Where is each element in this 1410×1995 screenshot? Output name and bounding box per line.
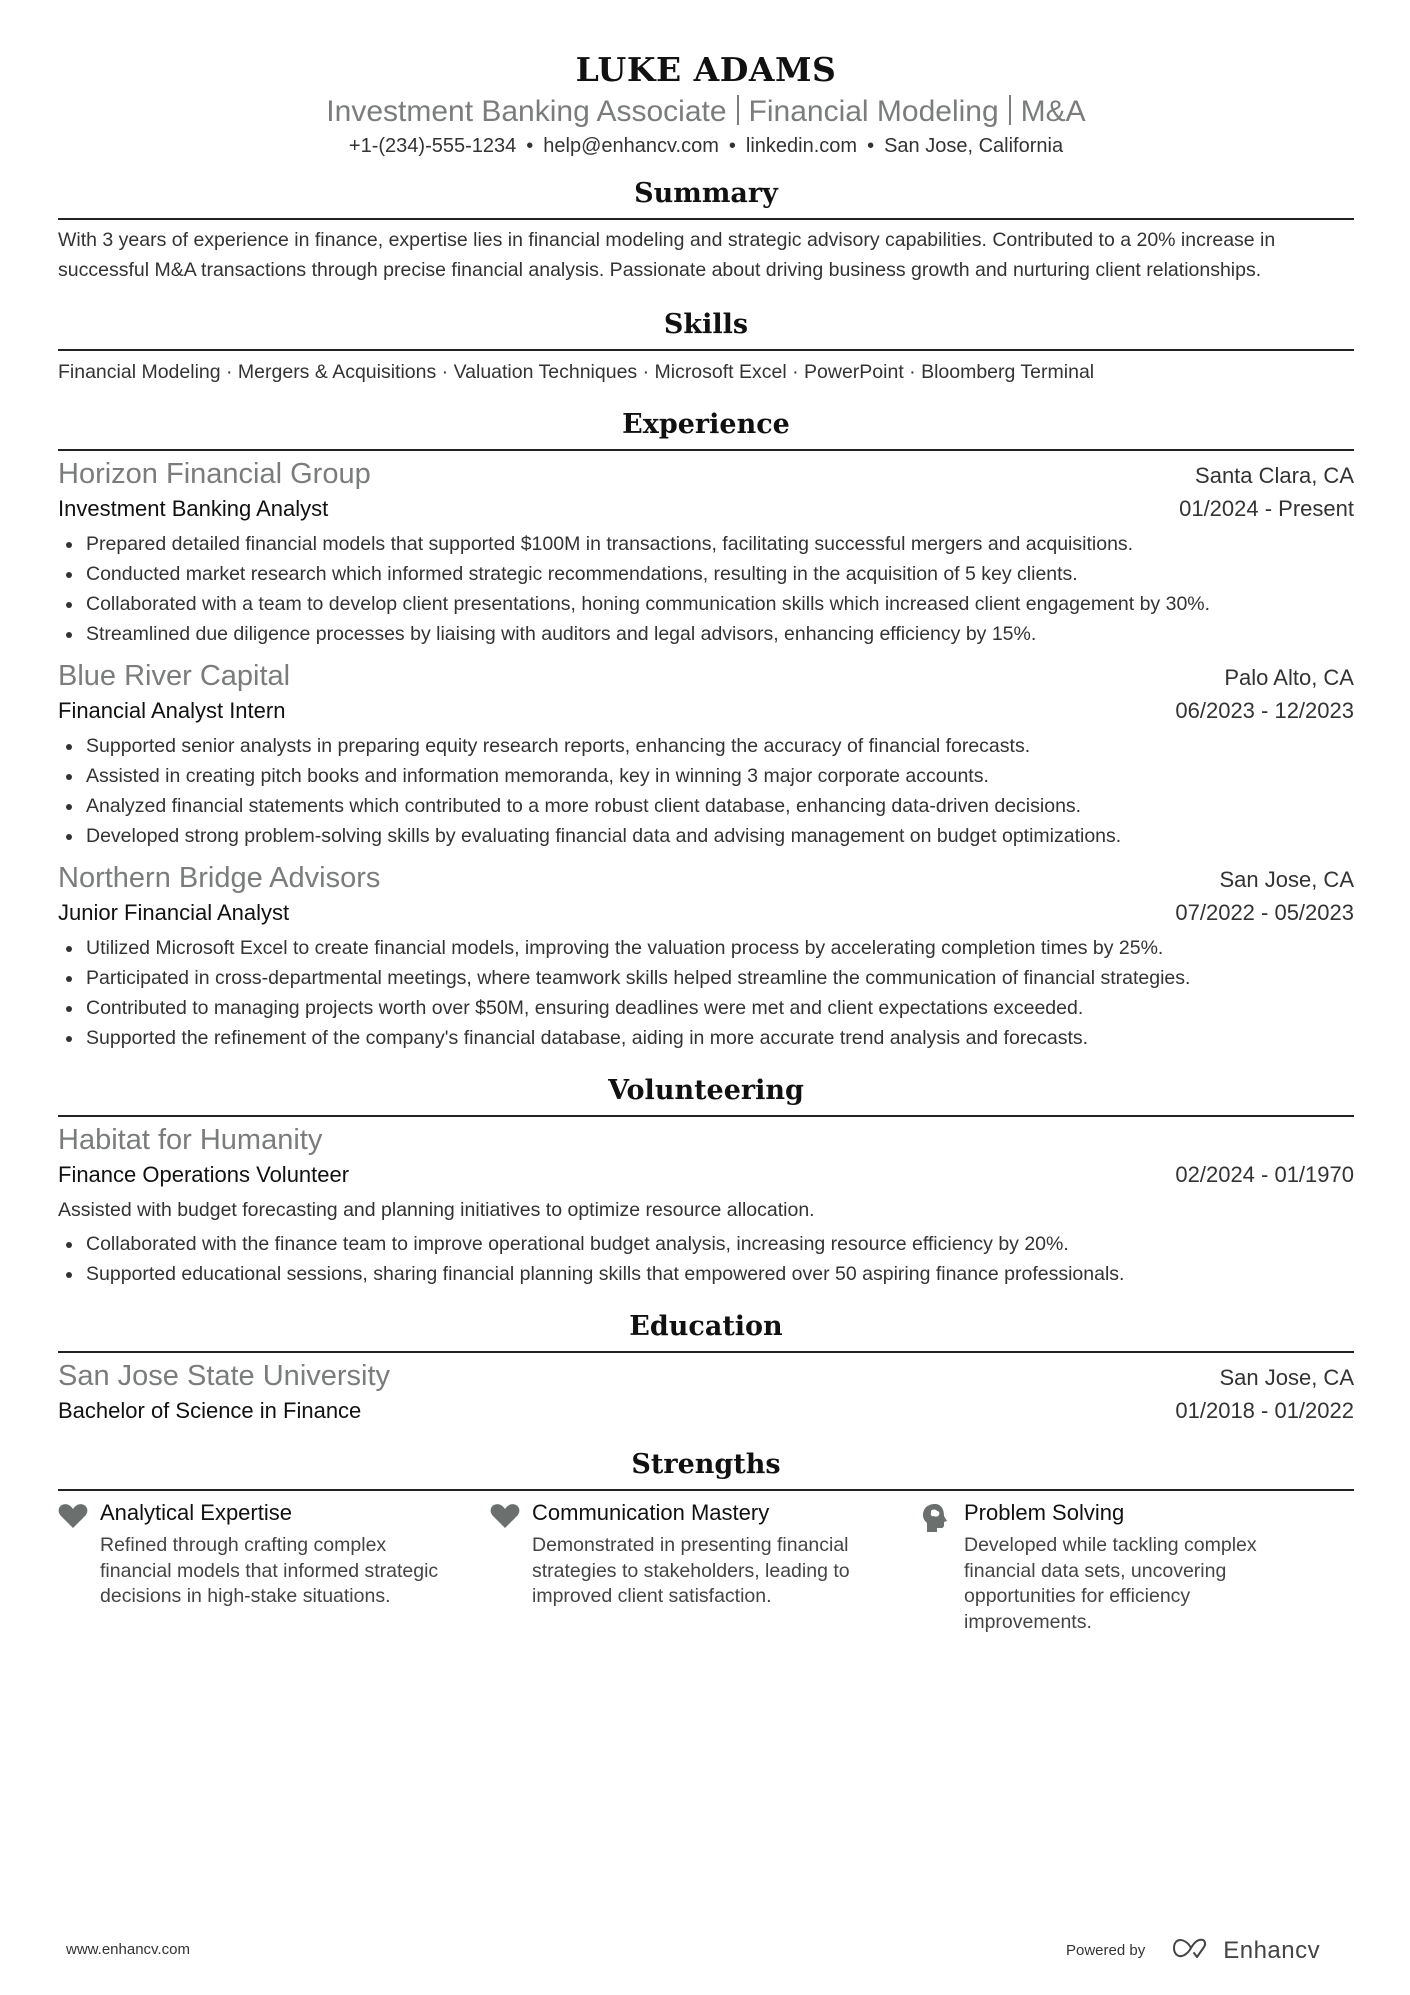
achievement-item: Participated in cross-departmental meetings, where teamwork skills helped streamline the communication of financial strategies. <box>58 963 1354 993</box>
section-divider <box>58 1489 1354 1491</box>
page-footer <box>0 1936 1410 1966</box>
strength-item <box>58 1499 490 1635</box>
achievement-item: Conducted market research which informed strategic recommendations, resulting in the acquisition of 5 key clients. <box>58 559 1354 589</box>
achievement-item: Analyzed financial statements which contributed to a more robust client database, enhancing data-driven decisions. <box>58 791 1354 821</box>
job-location: Palo Alto, CA <box>1224 665 1354 690</box>
degree: Bachelor of Science in Finance <box>58 1398 362 1423</box>
experience-section <box>58 407 1354 1053</box>
job-dates: 01/2024 - Present <box>1179 496 1354 521</box>
volunteer-role: Finance Operations Volunteer <box>58 1162 350 1187</box>
achievement-item: Developed strong problem-solving skills by evaluating financial data and advising management on budget optimizations. <box>58 821 1354 851</box>
strength-item <box>490 1499 922 1635</box>
education-dates: 01/2018 - 01/2022 <box>1175 1398 1354 1423</box>
powered-by-label: Powered by <box>1066 1942 1146 1959</box>
section-title: Education <box>629 1311 783 1342</box>
resume-page <box>58 0 1354 1635</box>
section-title: Volunteering <box>608 1075 804 1106</box>
achievement-item: Assisted in creating pitch books and information memoranda, key in winning 3 major corporate accounts. <box>58 761 1354 791</box>
section-divider <box>58 1351 1354 1353</box>
achievement-item: Collaborated with a team to develop client presentations, honing communication skills which increased client engagement by 30%. <box>58 589 1354 619</box>
section-divider <box>58 218 1354 220</box>
volunteer-description: Assisted with budget forecasting and planning initiatives to optimize resource allocation. <box>58 1199 815 1221</box>
contact-separator: • <box>526 135 534 157</box>
enhancv-brand-name: Enhancv <box>1223 1936 1321 1964</box>
achievement-item: Utilized Microsoft Excel to create financial models, improving the valuation process by accelerating completion times by 25%. <box>58 933 1354 963</box>
achievement-list <box>58 1229 1354 1289</box>
school-location: San Jose, CA <box>1219 1365 1354 1390</box>
head-brain-icon <box>922 1499 964 1635</box>
volunteering-section <box>58 1073 1354 1289</box>
headline-part: Financial Modeling <box>748 95 999 128</box>
achievement-item: Prepared detailed financial models that supported $100M in transactions, facilitating successful mergers and acquisitions. <box>58 529 1354 559</box>
headline-separator <box>737 95 739 125</box>
section-title: Experience <box>622 409 790 440</box>
strengths-list <box>58 1499 1354 1635</box>
education-section <box>58 1309 1354 1427</box>
heart-icon <box>490 1499 532 1635</box>
contact-separator: • <box>867 135 875 157</box>
experience-entry <box>58 859 1354 1053</box>
achievement-item: Streamlined due diligence processes by liaising with auditors and legal advisors, enhancing efficiency by 15%. <box>58 619 1354 649</box>
headline <box>58 92 1354 132</box>
job-dates: 07/2022 - 05/2023 <box>1175 900 1354 925</box>
achievement-item: Supported the refinement of the company's financial database, aiding in more accurate trend analysis and forecasts. <box>58 1023 1354 1053</box>
volunteer-dates: 02/2024 - 01/1970 <box>1175 1162 1354 1187</box>
section-divider <box>58 349 1354 351</box>
enhancv-logo-icon <box>1171 1936 1215 1965</box>
skills-list: Financial Modeling · Mergers & Acquisitions · Valuation Techniques · Microsoft Excel · PowerPoint · Bloomberg Terminal <box>58 361 1095 383</box>
job-dates: 06/2023 - 12/2023 <box>1175 698 1354 723</box>
summary-text: With 3 years of experience in finance, expertise lies in financial modeling and strategic advisory capabilities. Contributed to a 20% increase in successful M&A transactions through precise financial analysis. Passionate about driving business growth and nurturing client relationships. <box>58 229 1276 281</box>
location: San Jose, California <box>884 135 1064 157</box>
job-location: Santa Clara, CA <box>1195 463 1354 488</box>
job-title: Financial Analyst Intern <box>58 698 286 723</box>
achievement-item: Collaborated with the finance team to improve operational budget analysis, increasing resource efficiency by 20%. <box>58 1229 1354 1259</box>
achievement-list <box>58 731 1354 851</box>
education-entry <box>58 1357 1354 1427</box>
email-link[interactable]: help@enhancv.com <box>543 135 719 157</box>
headline-separator <box>1009 95 1011 125</box>
job-title: Investment Banking Analyst <box>58 496 329 521</box>
section-divider <box>58 449 1354 451</box>
strength-title: Analytical Expertise <box>100 1500 292 1525</box>
experience-entry <box>58 455 1354 649</box>
linkedin-link[interactable]: linkedin.com <box>745 135 858 157</box>
achievement-list <box>58 529 1354 649</box>
achievement-item: Supported senior analysts in preparing equity research reports, enhancing the accuracy of financial forecasts. <box>58 731 1354 761</box>
contact-line <box>58 132 1354 160</box>
job-location: San Jose, CA <box>1219 867 1354 892</box>
section-divider <box>58 1115 1354 1117</box>
section-title: Strengths <box>631 1449 781 1480</box>
strength-description: Developed while tackling complex financial data sets, uncovering opportunities for efficiency improvements. <box>964 1534 1257 1633</box>
headline-part: M&A <box>1020 95 1086 128</box>
strength-title: Problem Solving <box>964 1500 1125 1525</box>
section-title: Summary <box>634 178 778 209</box>
powered-by[interactable] <box>1066 1936 1320 1965</box>
heart-icon <box>58 1499 100 1635</box>
company-name: Horizon Financial Group <box>58 458 371 490</box>
summary-section <box>58 176 1354 285</box>
strength-description: Refined through crafting complex financial models that informed strategic decisions in high-stake situations. <box>100 1534 439 1607</box>
skills-section <box>58 307 1354 387</box>
volunteering-entry <box>58 1121 1354 1289</box>
section-title: Skills <box>663 309 749 340</box>
website-link[interactable]: www.enhancv.com <box>66 1941 190 1958</box>
achievement-item: Supported educational sessions, sharing financial planning skills that empowered over 50 aspiring finance professionals. <box>58 1259 1354 1289</box>
company-name: Blue River Capital <box>58 660 291 692</box>
contact-separator: • <box>728 135 736 157</box>
resume-header <box>58 0 1354 160</box>
phone[interactable]: +1-(234)-555-1234 <box>348 135 517 157</box>
company-name: Northern Bridge Advisors <box>58 862 381 894</box>
experience-entry <box>58 657 1354 851</box>
strength-title: Communication Mastery <box>532 1500 770 1525</box>
job-title: Junior Financial Analyst <box>58 900 290 925</box>
strength-item <box>922 1499 1354 1635</box>
achievement-list <box>58 933 1354 1053</box>
candidate-name: LUKE ADAMS <box>575 50 837 89</box>
headline-part: Investment Banking Associate <box>326 95 727 128</box>
strength-description: Demonstrated in presenting financial strategies to stakeholders, leading to improved client satisfaction. <box>532 1534 850 1607</box>
strengths-section <box>58 1447 1354 1635</box>
school-name: San Jose State University <box>58 1360 391 1392</box>
organization-name: Habitat for Humanity <box>58 1124 323 1156</box>
achievement-item: Contributed to managing projects worth over $50M, ensuring deadlines were met and client expectations exceeded. <box>58 993 1354 1023</box>
